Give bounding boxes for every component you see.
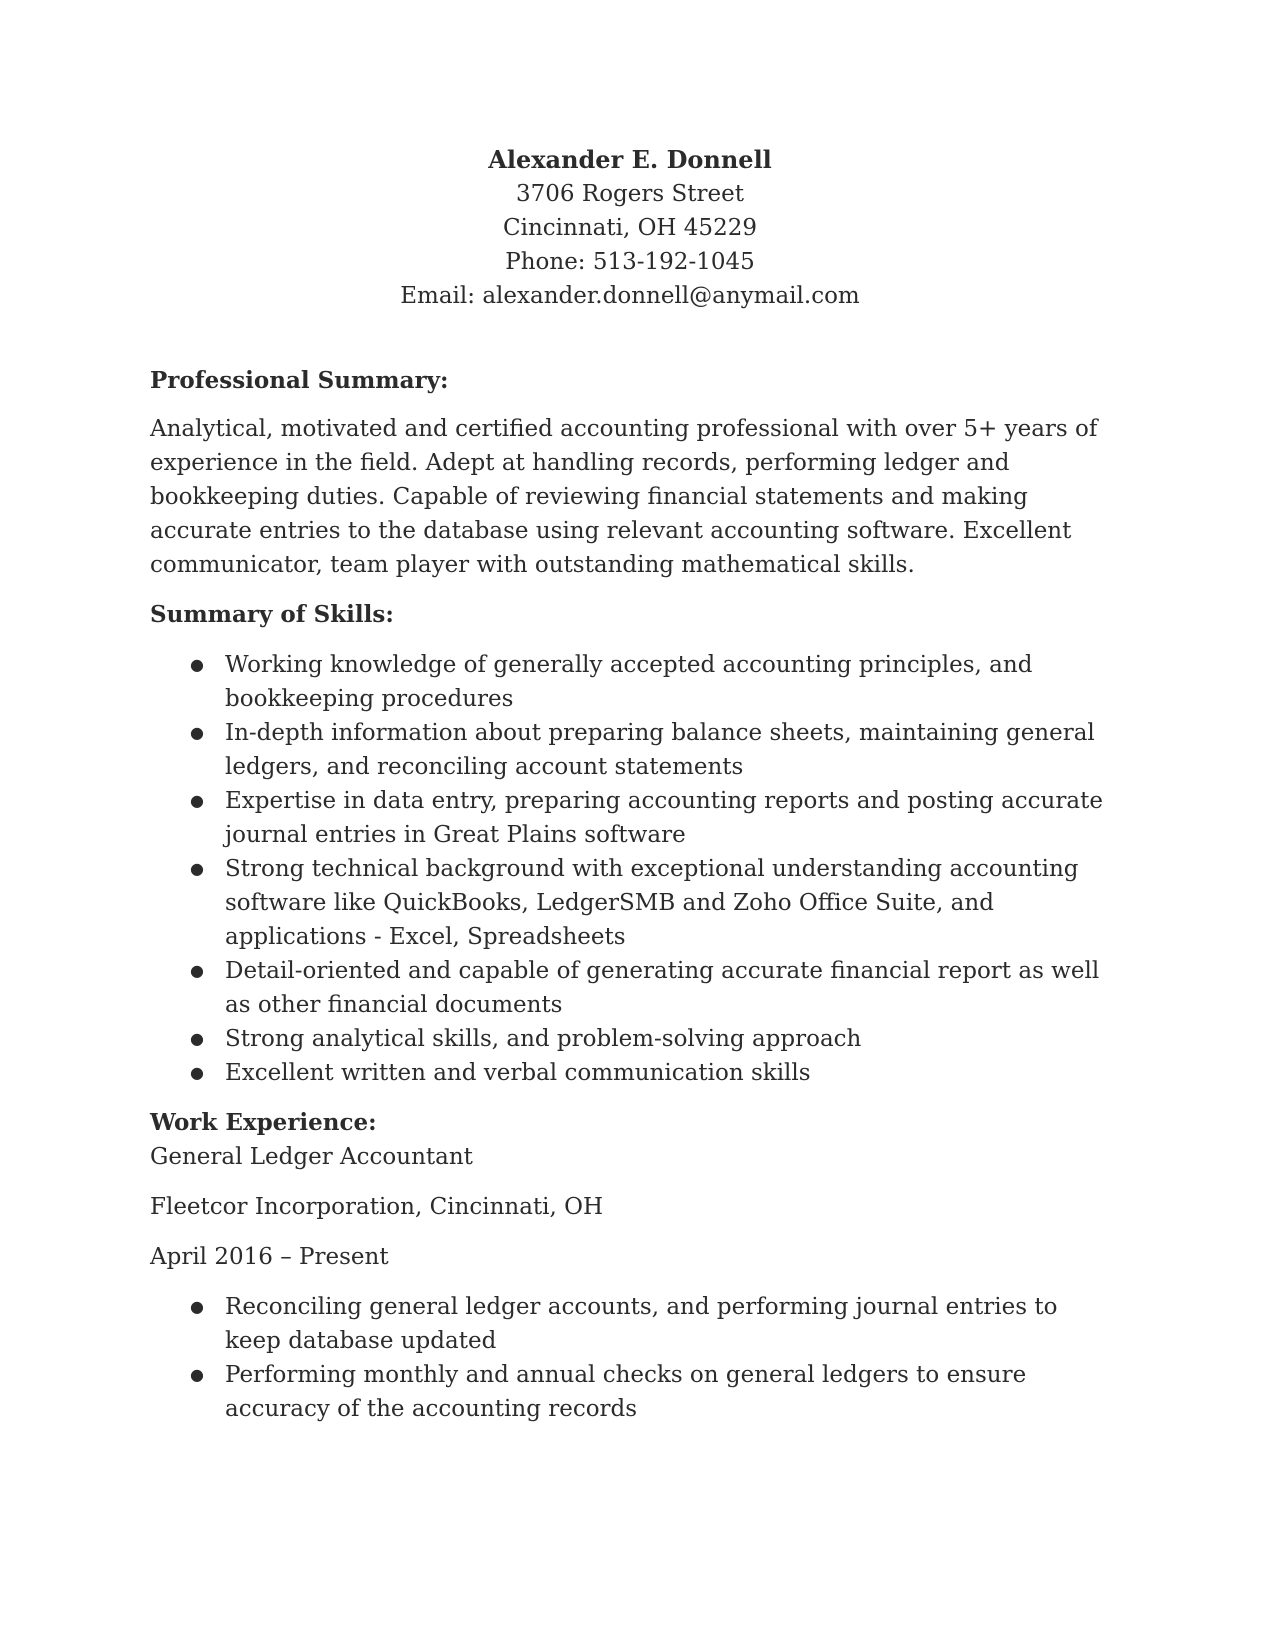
professional-summary-text: Analytical, motivated and certified accounting professional with over 5+ years of experience in the field. Adept at handling records, performing ledger and bookkeeping duties. Capable of reviewing financial statements and making accurate entries to the database using relevant accounting software. Excellent communicator, team player with outstanding mathematical skills. [150,416,1098,578]
skill-text: Expertise in data entry, preparing accounting reports and posting accurate journal entries in Great Plains software [225,788,1103,848]
email-address: Email: alexander.donnell@anymail.com [400,283,860,309]
skill-text: Working knowledge of generally accepted accounting principles, and bookkeeping procedures [225,652,1033,712]
list-item [150,784,1110,852]
bullet-icon: ● [190,791,204,810]
list-item [150,852,1110,954]
bullet-icon: ● [190,723,204,742]
professional-summary-heading: Professional Summary: [150,367,449,394]
work-experience-heading: Work Experience: [150,1109,377,1136]
list-item [150,1290,1110,1358]
bullet-icon: ● [190,655,204,674]
skill-text: Strong analytical skills, and problem-solving approach [225,1026,862,1052]
skill-text: Strong technical background with exceptional understanding accounting software like QuickBooks, LedgerSMB and Zoho Office Suite, and applications - Excel, Spreadsheets [225,856,1079,950]
skill-text: Excellent written and verbal communication skills [225,1060,811,1086]
skill-text: In-depth information about preparing balance sheets, maintaining general ledgers, and reconciling account statements [225,720,1095,780]
street-address: 3706 Rogers Street [516,181,744,207]
job-title: General Ledger Accountant [150,1144,473,1170]
company-name: Fleetcor Incorporation, Cincinnati, OH [150,1194,604,1220]
bullet-icon: ● [190,1029,204,1048]
bullet-icon: ● [190,1297,204,1316]
list-item [150,648,1110,716]
bullet-icon: ● [190,859,204,878]
duty-text: Performing monthly and annual checks on general ledgers to ensure accuracy of the accounting records [225,1362,1027,1422]
list-item [150,1056,1110,1090]
skills-heading: Summary of Skills: [150,601,394,628]
list-item [150,1358,1110,1426]
contact-header [150,143,1110,313]
bullet-icon: ● [190,1365,204,1384]
list-item [150,954,1110,1022]
phone-number: Phone: 513-192-1045 [505,249,755,275]
list-item [150,1022,1110,1056]
skills-list [150,648,1110,1090]
job-duties-list [150,1290,1110,1426]
employment-dates: April 2016 – Present [150,1244,389,1270]
resume-page [150,143,1110,1426]
duty-text: Reconciling general ledger accounts, and performing journal entries to keep database updated [225,1294,1058,1354]
skill-text: Detail-oriented and capable of generating accurate financial report as well as other financial documents [225,958,1100,1018]
list-item [150,716,1110,784]
bullet-icon: ● [190,1063,204,1082]
candidate-name: Alexander E. Donnell [488,145,772,174]
bullet-icon: ● [190,961,204,980]
city-state-zip: Cincinnati, OH 45229 [503,215,757,241]
